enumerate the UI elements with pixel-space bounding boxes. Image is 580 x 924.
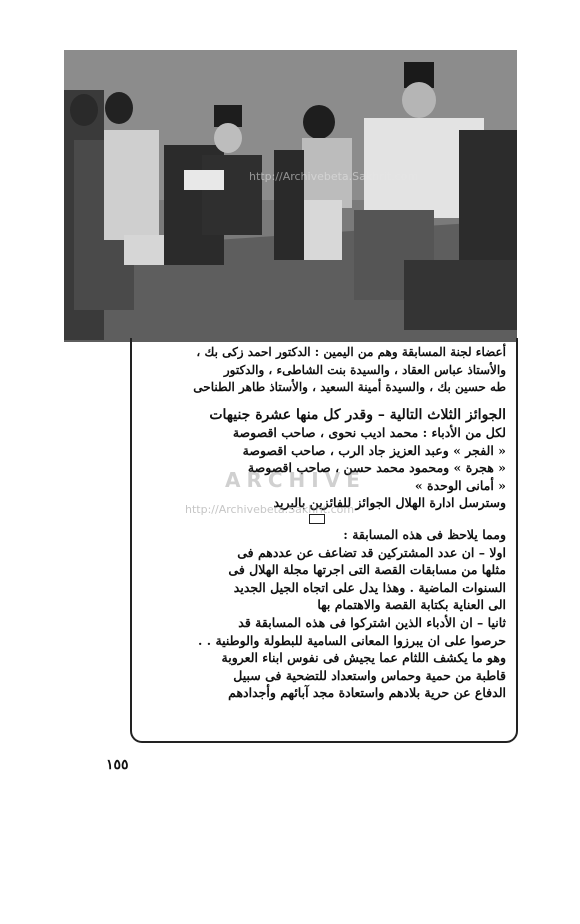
prize-line: لكل من الأدباء : محمد اديب نحوى ، صاحب اقصوصة — [232, 425, 506, 441]
notes-intro: ومما يلاحظ فى هذه المسابقة : — [343, 527, 506, 543]
page-number: ١٥٥ — [106, 757, 129, 773]
archive-watermark-url: http://Archivebeta.Sakhrit.com — [185, 503, 355, 516]
caption-line: والأستاذ عباس العقاد ، والسيدة بنت الشاطىء ، والدكتور — [223, 362, 506, 377]
paragraph-line: اولا – ان عدد المشتركين قد تضاعف عن عددهم فى — [237, 544, 506, 560]
paragraph-line: حرصوا على ان يبرزوا المعانى السامية للبطولة والوطنية . . — [198, 632, 506, 648]
prize-line: « الفجر » وعبد العزيز جاد الرب ، صاحب اقصوصة — [242, 442, 506, 458]
paragraph-line: الدفاع عن حرية بلادهم واستعادة مجد آبائهم وأجدادهم — [228, 685, 506, 701]
archive-watermark-logo: ARCHIVE — [225, 468, 366, 492]
caption-line: أعضاء لجنة المسابقة وهم من اليمين : الدكتور احمد زكى بك ، — [196, 345, 506, 359]
photo-watermark: http://Archivebeta.Sakhrit.com — [249, 170, 419, 183]
paragraph-line: قاطبة من حمية وحماس واستعداد للتضحية فى سبيل — [233, 667, 506, 683]
caption-line: طه حسين بك ، والسيدة أمينة السعيد ، والأستاذ طاهر الطناحى — [193, 380, 506, 394]
paragraph-line: وهو ما يكشف اللثام عما يجيش فى نفوس ابناء العروبة — [221, 650, 506, 666]
prize-line: « أمانى الوحدة » — [414, 477, 506, 493]
committee-photo — [64, 50, 517, 342]
paragraph-line: ثانيا – ان الأدباء الذين اشتركوا فى هذه المسابقة قد — [238, 615, 506, 631]
prize-line: وسترسل ادارة الهلال الجوائز للفائزين بالبريد — [273, 495, 506, 511]
photo-caption — [138, 344, 506, 397]
paragraph-line: الى العناية بكتابة القصة والاهتمام بها — [317, 597, 506, 613]
paragraph-line: مثلها من مسابقات القصة التى اجرتها مجلة الهلال فى — [228, 562, 506, 578]
prizes-heading: الجوائز الثلاث التالية – وقدر كل منها عشرة جنيهات — [209, 406, 506, 423]
article-body — [138, 344, 506, 702]
paragraph-line: السنوات الماضية . وهذا يدل على اتجاه الجيل الجديد — [233, 579, 506, 595]
prize-line: « هجرة » ومحمود محمد حسن ، صاحب اقصوصة — [247, 460, 506, 476]
